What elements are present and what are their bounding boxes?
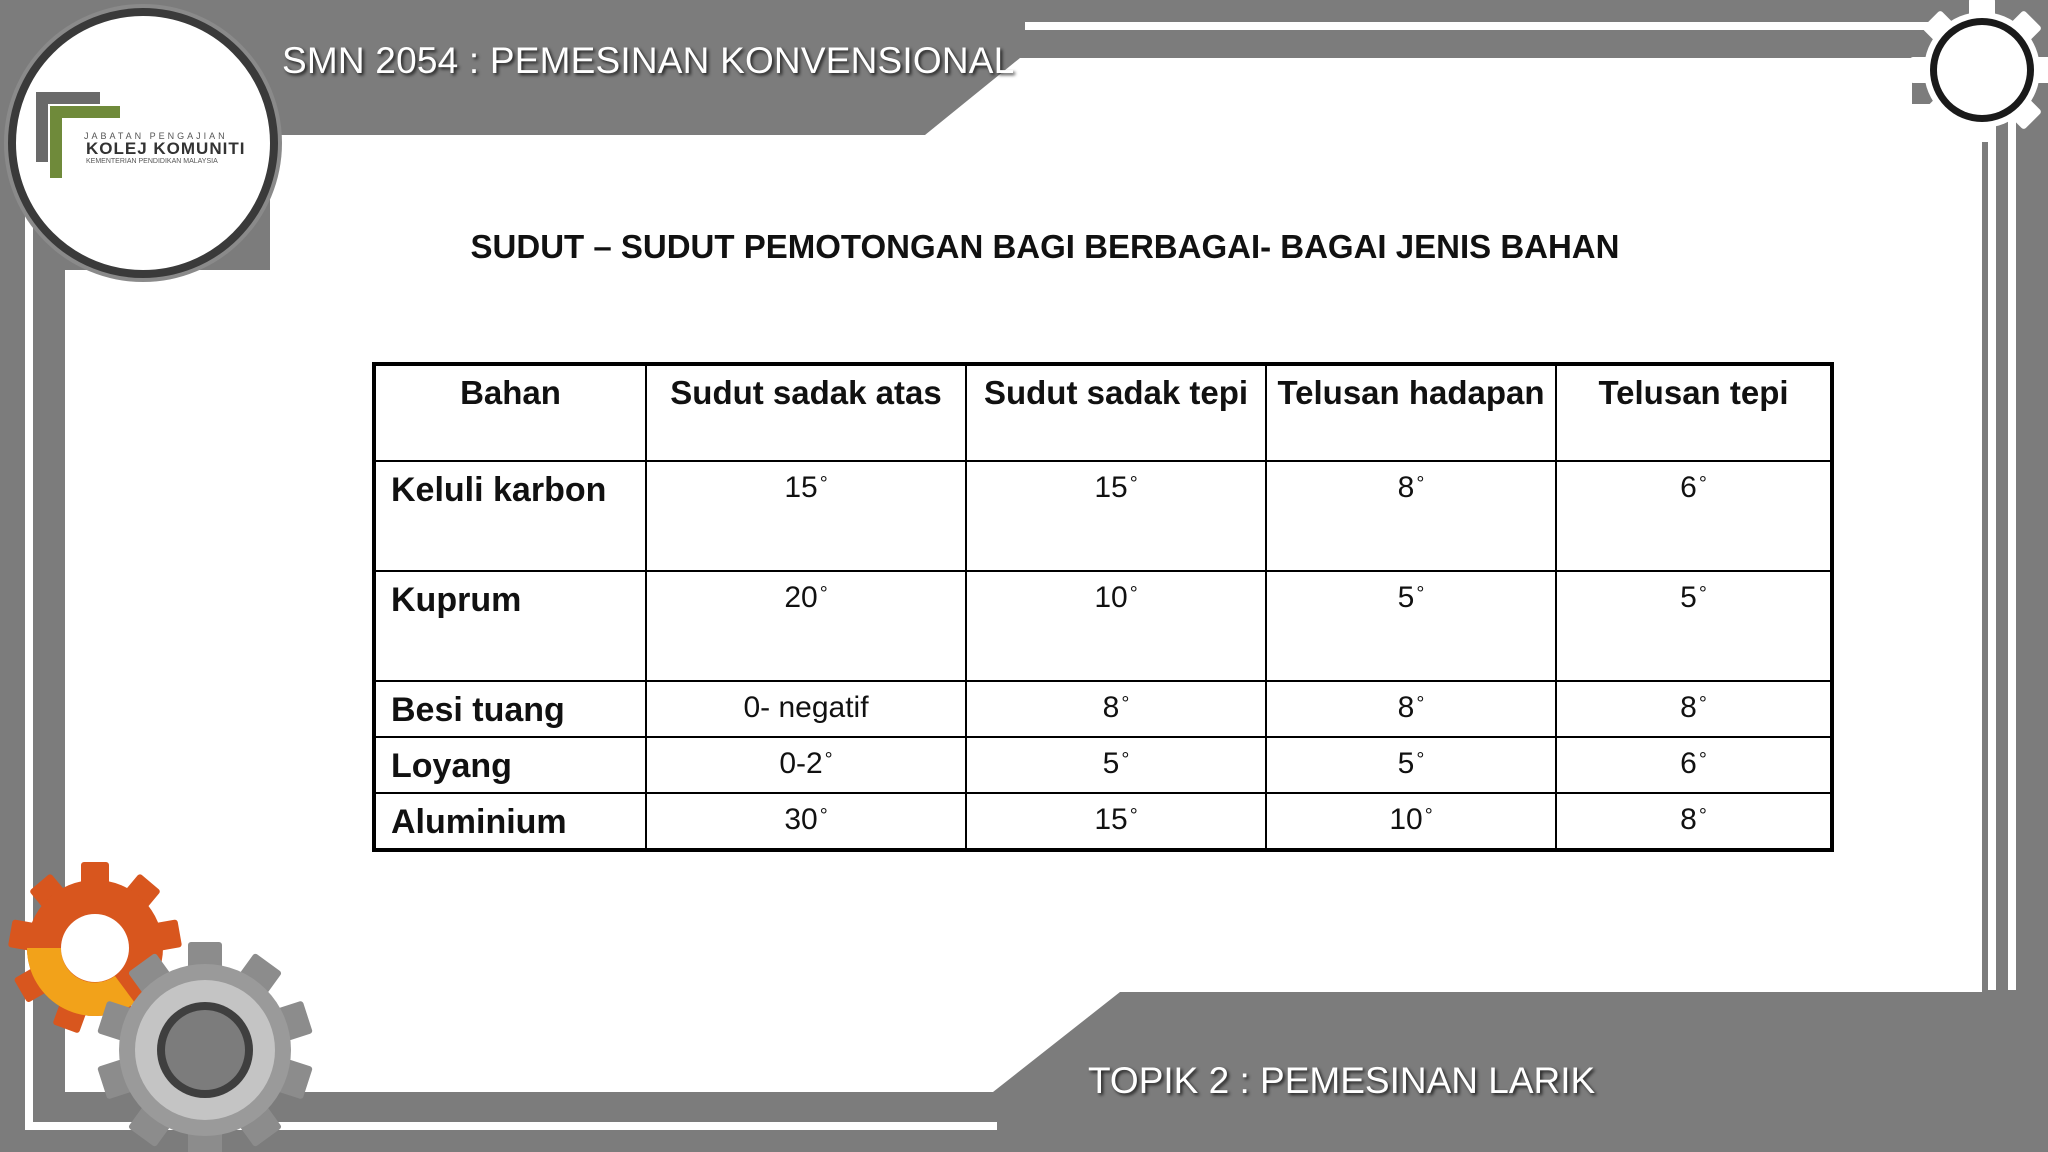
value-cell: 5 °: [1556, 571, 1832, 681]
table-row: [374, 793, 1832, 850]
material-cell: Besi tuang: [374, 681, 646, 737]
value-cell: 6 °: [1556, 737, 1832, 793]
topic-title: TOPIK 2 : PEMESINAN LARIK: [1088, 1060, 1596, 1101]
value-cell: 0- negatif: [646, 681, 966, 737]
value-cell: 6 °: [1556, 461, 1832, 571]
material-cell: Keluli karbon: [374, 461, 646, 571]
material-cell: Loyang: [374, 737, 646, 793]
value-cell: 15 °: [646, 461, 966, 571]
table-row: [374, 461, 1832, 571]
value-cell: 8 °: [1556, 681, 1832, 737]
frame-line-top: [1025, 22, 1965, 30]
cutting-angle-table: [372, 362, 1834, 852]
value-cell: 8 °: [1556, 793, 1832, 850]
value-cell: 8 °: [966, 681, 1266, 737]
table-row: [374, 681, 1832, 737]
column-header: Sudut sadak tepi: [966, 364, 1266, 461]
slide-title: SUDUT – SUDUT PEMOTONGAN BAGI BERBAGAI- BAGAI JENIS BAHAN: [470, 228, 1620, 265]
table-header-row: [374, 364, 1832, 461]
value-cell: 15 °: [966, 793, 1266, 850]
value-cell: 20 °: [646, 571, 966, 681]
column-header: Telusan tepi: [1556, 364, 1832, 461]
silver-gear-icon: [97, 942, 313, 1152]
table-row: [374, 571, 1832, 681]
value-cell: 0-2 °: [646, 737, 966, 793]
value-cell: 30 °: [646, 793, 966, 850]
value-cell: 10 °: [1266, 793, 1556, 850]
value-cell: 8 °: [1266, 461, 1556, 571]
value-cell: 5 °: [966, 737, 1266, 793]
value-cell: 5 °: [1266, 571, 1556, 681]
material-cell: Aluminium: [374, 793, 646, 850]
course-title: SMN 2054 : PEMESINAN KONVENSIONAL: [282, 40, 1015, 81]
logo-sub-text: KEMENTERIAN PENDIDIKAN MALAYSIA: [86, 158, 218, 165]
value-cell: 15 °: [966, 461, 1266, 571]
logo-main-text: KOLEJ KOMUNITI: [86, 139, 246, 158]
value-cell: 10 °: [966, 571, 1266, 681]
column-header: Bahan: [374, 364, 646, 461]
column-header: Telusan hadapan: [1266, 364, 1556, 461]
value-cell: 5 °: [1266, 737, 1556, 793]
table-row: [374, 737, 1832, 793]
material-cell: Kuprum: [374, 571, 646, 681]
logo-top-text: JABATAN PENGAJIAN: [84, 131, 228, 141]
column-header: Sudut sadak atas: [646, 364, 966, 461]
value-cell: 8 °: [1266, 681, 1556, 737]
